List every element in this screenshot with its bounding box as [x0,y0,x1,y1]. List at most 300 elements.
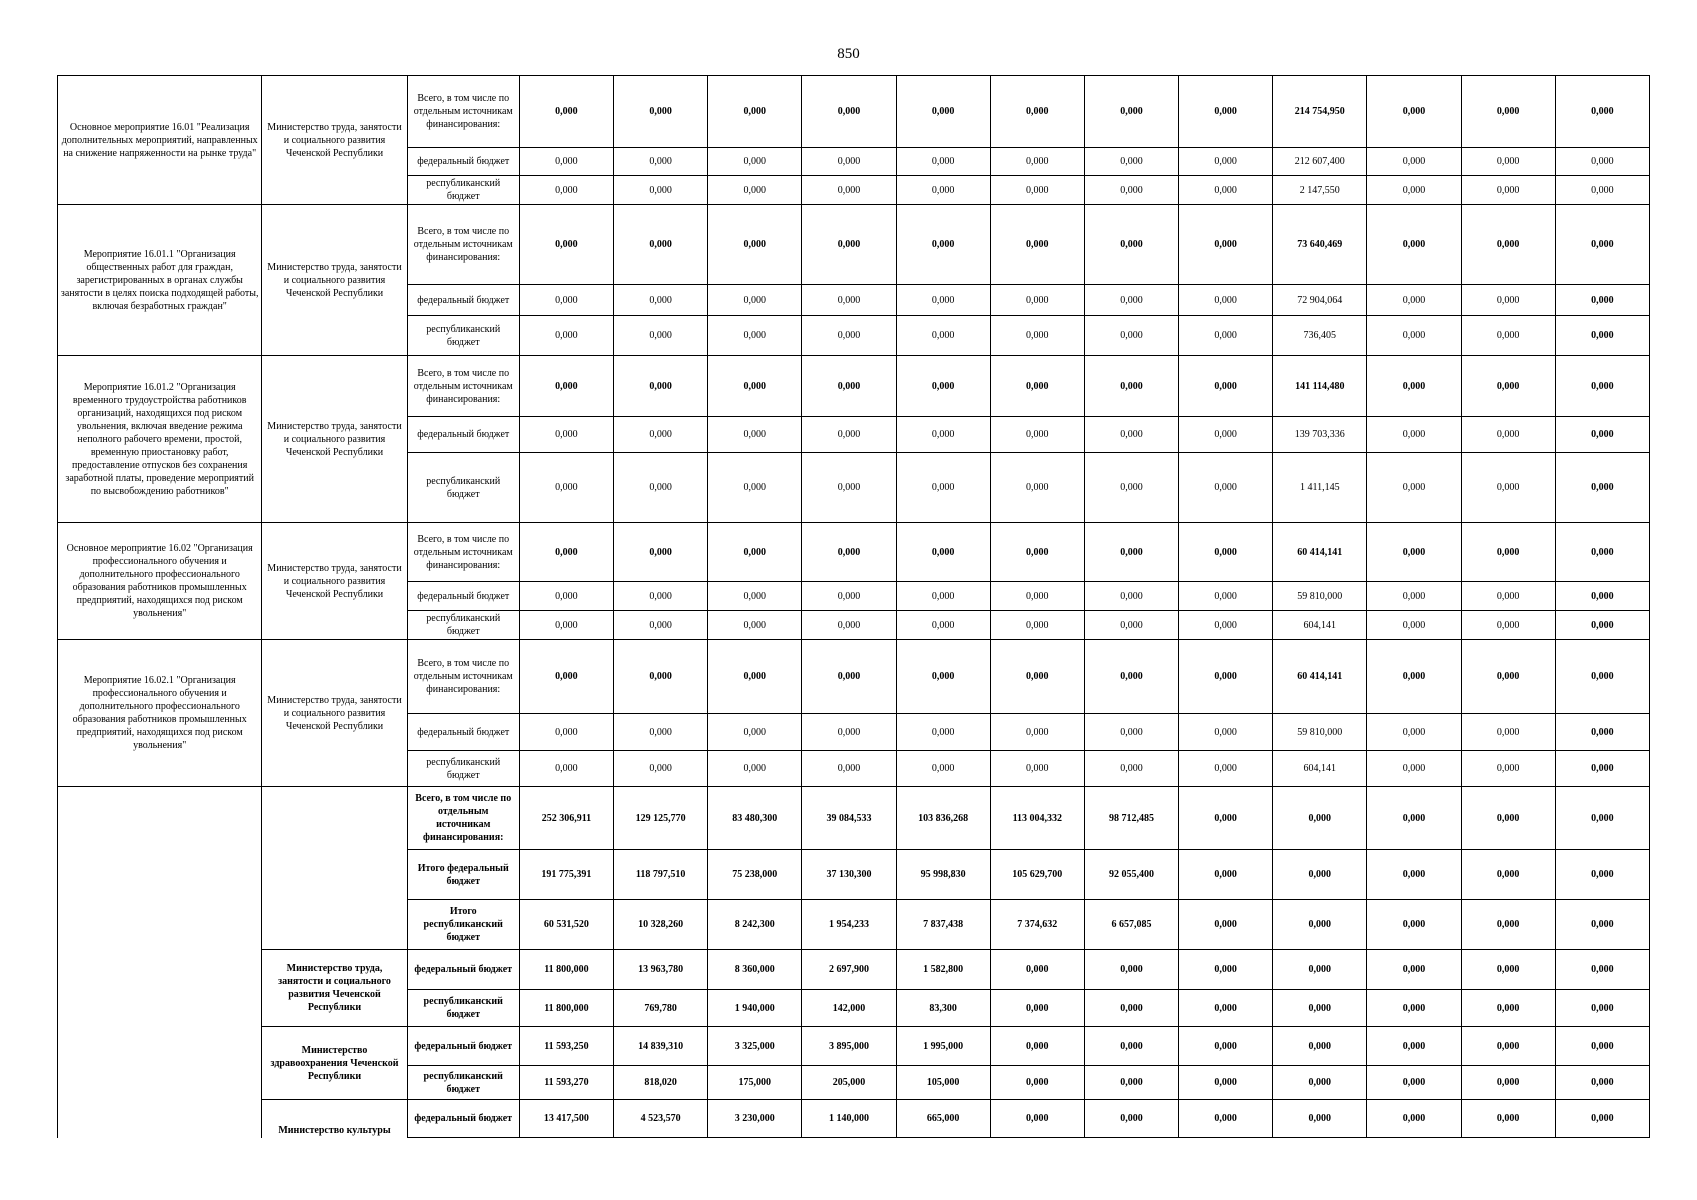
value-cell: 0,000 [1555,1027,1649,1066]
value-cell: 2 147,550 [1273,176,1367,205]
value-cell: 0,000 [802,285,896,316]
value-cell: 0,000 [1179,285,1273,316]
value-cell: 0,000 [1367,611,1461,640]
value-cell: 0,000 [708,611,802,640]
value-cell: 0,000 [1367,582,1461,611]
value-cell: 0,000 [1367,285,1461,316]
value-cell: 0,000 [1555,148,1649,176]
value-cell: 0,000 [1461,900,1555,950]
value-cell: 0,000 [1461,582,1555,611]
value-cell: 0,000 [1461,417,1555,453]
value-cell: 0,000 [519,523,613,582]
value-cell: 0,000 [519,205,613,285]
value-cell: 0,000 [1367,850,1461,900]
ministry-name: Министерство труда, занятости и социального развития Чеченской Республики [262,950,407,1027]
value-cell: 0,000 [614,751,708,787]
value-cell: 0,000 [614,714,708,751]
table-row [58,1100,1650,1138]
value-cell: 0,000 [614,316,708,356]
value-cell: 105,000 [896,1066,990,1100]
value-cell: 0,000 [1461,453,1555,523]
value-cell: 0,000 [708,417,802,453]
funding-table [57,75,1650,1138]
value-cell: 0,000 [708,356,802,417]
table-row [58,1027,1650,1066]
value-cell: 0,000 [802,751,896,787]
value-cell: 0,000 [1461,1066,1555,1100]
value-cell: 0,000 [519,611,613,640]
value-cell: 0,000 [990,453,1084,523]
value-cell: 1 411,145 [1273,453,1367,523]
value-cell: 0,000 [802,611,896,640]
value-cell: 0,000 [1179,523,1273,582]
value-cell: 1 582,800 [896,950,990,990]
value-cell: 0,000 [1179,751,1273,787]
value-cell: 129 125,770 [614,787,708,850]
value-cell: 0,000 [1179,900,1273,950]
value-cell: 0,000 [1555,523,1649,582]
value-cell: 0,000 [990,1066,1084,1100]
value-cell: 0,000 [802,176,896,205]
value-cell: 0,000 [614,205,708,285]
value-cell: 0,000 [1367,1100,1461,1138]
value-cell: 2 697,900 [802,950,896,990]
value-cell: 0,000 [1461,356,1555,417]
value-cell: 0,000 [896,611,990,640]
value-cell: 0,000 [990,76,1084,148]
value-cell: 0,000 [1555,950,1649,990]
value-cell: 0,000 [1084,714,1178,751]
value-cell: 0,000 [1461,1027,1555,1066]
value-cell: 0,000 [1084,316,1178,356]
page-number: 850 [837,46,860,62]
executor: Министерство труда, занятости и социального развития Чеченской Республики [262,76,407,205]
value-cell: 0,000 [802,76,896,148]
value-cell: 0,000 [802,640,896,714]
value-cell: 0,000 [614,176,708,205]
value-cell: 0,000 [1179,582,1273,611]
value-cell: 139 703,336 [1273,417,1367,453]
value-cell: 0,000 [1179,1066,1273,1100]
value-cell: 0,000 [1367,453,1461,523]
value-cell: 0,000 [990,285,1084,316]
value-cell: 83 480,300 [708,787,802,850]
funding-source: Всего, в том числе по отдельным источникам финансирования: [407,356,519,417]
value-cell: 0,000 [708,148,802,176]
value-cell: 175,000 [708,1066,802,1100]
ministry-name: Министерство культуры [262,1100,407,1138]
value-cell: 0,000 [990,205,1084,285]
value-cell: 4 523,570 [614,1100,708,1138]
funding-source: Итого федеральный бюджет [407,850,519,900]
funding-source: республиканский бюджет [407,1066,519,1100]
value-cell: 141 114,480 [1273,356,1367,417]
value-cell: 0,000 [519,316,613,356]
value-cell: 0,000 [1555,316,1649,356]
table-row [58,950,1650,990]
value-cell: 0,000 [708,582,802,611]
value-cell: 142,000 [802,990,896,1027]
value-cell: 0,000 [519,582,613,611]
value-cell: 0,000 [896,285,990,316]
value-cell: 0,000 [1555,205,1649,285]
value-cell: 0,000 [802,523,896,582]
value-cell: 0,000 [1084,523,1178,582]
value-cell: 191 775,391 [519,850,613,900]
value-cell: 73 640,469 [1273,205,1367,285]
value-cell: 0,000 [1555,900,1649,950]
funding-source: федеральный бюджет [407,950,519,990]
value-cell: 0,000 [1179,356,1273,417]
value-cell: 0,000 [1461,714,1555,751]
value-cell: 113 004,332 [990,787,1084,850]
value-cell: 8 242,300 [708,900,802,950]
table-row [58,787,1650,850]
value-cell: 0,000 [1367,990,1461,1027]
value-cell: 0,000 [896,148,990,176]
value-cell: 0,000 [896,316,990,356]
value-cell: 0,000 [896,356,990,417]
value-cell: 0,000 [519,356,613,417]
value-cell: 0,000 [519,417,613,453]
value-cell: 37 130,300 [802,850,896,900]
activity-description: Мероприятие 16.01.1 "Организация общественных работ для граждан, зарегистрированных в органах службы занятости в целях поиска подходящей работы, включая безработных граждан" [58,205,262,356]
funding-source: Всего, в том числе по отдельным источникам финансирования: [407,523,519,582]
value-cell: 0,000 [1084,285,1178,316]
value-cell: 0,000 [1367,640,1461,714]
value-cell: 95 998,830 [896,850,990,900]
value-cell: 0,000 [1084,176,1178,205]
value-cell: 205,000 [802,1066,896,1100]
value-cell: 0,000 [1084,582,1178,611]
executor: Министерство труда, занятости и социального развития Чеченской Республики [262,640,407,787]
funding-source: федеральный бюджет [407,1027,519,1066]
value-cell: 0,000 [1084,356,1178,417]
funding-source: республиканский бюджет [407,453,519,523]
value-cell: 0,000 [1367,205,1461,285]
value-cell: 0,000 [519,148,613,176]
value-cell: 3 325,000 [708,1027,802,1066]
value-cell: 10 328,260 [614,900,708,950]
value-cell: 0,000 [1555,176,1649,205]
value-cell: 60 414,141 [1273,523,1367,582]
value-cell: 0,000 [1367,148,1461,176]
value-cell: 214 754,950 [1273,76,1367,148]
value-cell: 98 712,485 [1084,787,1178,850]
value-cell: 14 839,310 [614,1027,708,1066]
table-row [58,205,1650,285]
value-cell: 59 810,000 [1273,714,1367,751]
value-cell: 0,000 [1367,417,1461,453]
table-row [58,640,1650,714]
value-cell: 59 810,000 [1273,582,1367,611]
value-cell: 0,000 [1367,316,1461,356]
value-cell: 0,000 [896,417,990,453]
value-cell: 0,000 [1273,787,1367,850]
value-cell: 0,000 [990,417,1084,453]
value-cell: 1 140,000 [802,1100,896,1138]
value-cell: 0,000 [614,356,708,417]
value-cell: 0,000 [990,176,1084,205]
funding-source: федеральный бюджет [407,582,519,611]
value-cell: 0,000 [1555,582,1649,611]
value-cell: 0,000 [896,582,990,611]
value-cell: 0,000 [1367,714,1461,751]
value-cell: 0,000 [990,990,1084,1027]
value-cell: 105 629,700 [990,850,1084,900]
value-cell: 0,000 [614,582,708,611]
value-cell: 0,000 [1555,417,1649,453]
value-cell: 0,000 [990,714,1084,751]
value-cell: 0,000 [1367,523,1461,582]
value-cell: 0,000 [1555,76,1649,148]
value-cell: 0,000 [990,1100,1084,1138]
value-cell: 0,000 [1084,417,1178,453]
value-cell: 0,000 [1179,176,1273,205]
executor: Министерство труда, занятости и социального развития Чеченской Республики [262,523,407,640]
value-cell: 0,000 [519,285,613,316]
value-cell: 0,000 [708,751,802,787]
value-cell: 39 084,533 [802,787,896,850]
funding-source: федеральный бюджет [407,1100,519,1138]
value-cell: 0,000 [1461,285,1555,316]
value-cell: 0,000 [1461,751,1555,787]
value-cell: 0,000 [1367,76,1461,148]
table-row [58,76,1650,148]
value-cell: 0,000 [1555,611,1649,640]
value-cell: 0,000 [1179,787,1273,850]
funding-source: Всего, в том числе по отдельным источникам финансирования: [407,787,519,850]
value-cell: 0,000 [519,76,613,148]
value-cell: 0,000 [1273,850,1367,900]
value-cell: 7 837,438 [896,900,990,950]
funding-source: республиканский бюджет [407,611,519,640]
value-cell: 0,000 [519,751,613,787]
value-cell: 103 836,268 [896,787,990,850]
value-cell: 0,000 [896,523,990,582]
value-cell: 0,000 [1179,148,1273,176]
value-cell: 252 306,911 [519,787,613,850]
value-cell: 0,000 [1084,990,1178,1027]
value-cell: 0,000 [990,316,1084,356]
value-cell: 0,000 [1461,176,1555,205]
summary-blank [58,787,262,1138]
value-cell: 0,000 [1273,1027,1367,1066]
value-cell: 3 230,000 [708,1100,802,1138]
value-cell: 0,000 [1461,148,1555,176]
value-cell: 0,000 [1461,850,1555,900]
value-cell: 0,000 [1273,900,1367,950]
value-cell: 0,000 [1179,316,1273,356]
value-cell: 0,000 [519,640,613,714]
value-cell: 0,000 [896,76,990,148]
value-cell: 0,000 [1084,751,1178,787]
value-cell: 0,000 [614,285,708,316]
value-cell: 0,000 [990,950,1084,990]
funding-source: республиканский бюджет [407,990,519,1027]
value-cell: 0,000 [1179,1027,1273,1066]
value-cell: 0,000 [1179,453,1273,523]
value-cell: 0,000 [708,176,802,205]
value-cell: 769,780 [614,990,708,1027]
value-cell: 0,000 [802,316,896,356]
value-cell: 0,000 [1555,1100,1649,1138]
value-cell: 0,000 [1084,1100,1178,1138]
value-cell: 0,000 [1084,76,1178,148]
funding-source: Всего, в том числе по отдельным источникам финансирования: [407,205,519,285]
value-cell: 0,000 [1179,640,1273,714]
value-cell: 0,000 [1084,148,1178,176]
value-cell: 0,000 [1179,950,1273,990]
value-cell: 0,000 [1367,356,1461,417]
value-cell: 0,000 [1273,990,1367,1027]
value-cell: 1 954,233 [802,900,896,950]
value-cell: 0,000 [1461,205,1555,285]
value-cell: 0,000 [1179,1100,1273,1138]
funding-source: республиканский бюджет [407,751,519,787]
value-cell: 0,000 [1555,453,1649,523]
executor: Министерство труда, занятости и социального развития Чеченской Республики [262,356,407,523]
value-cell: 0,000 [1179,205,1273,285]
value-cell: 0,000 [614,523,708,582]
value-cell: 13 417,500 [519,1100,613,1138]
value-cell: 0,000 [1084,1066,1178,1100]
value-cell: 0,000 [990,582,1084,611]
value-cell: 0,000 [1461,1100,1555,1138]
activity-description: Мероприятие 16.02.1 "Организация профессионального обучения и дополнительного профессионального образования работников промышленных предприятий, находящихся под риском увольнения" [58,640,262,787]
value-cell: 0,000 [1461,611,1555,640]
value-cell: 92 055,400 [1084,850,1178,900]
value-cell: 0,000 [519,453,613,523]
value-cell: 0,000 [708,285,802,316]
activity-description: Основное мероприятие 16.02 "Организация профессионального обучения и дополнительного профессионального образования работников промышленных предприятий, находящихся под риском увольнения" [58,523,262,640]
value-cell: 0,000 [1273,950,1367,990]
value-cell: 0,000 [1367,900,1461,950]
value-cell: 0,000 [990,640,1084,714]
value-cell: 736,405 [1273,316,1367,356]
value-cell: 0,000 [708,714,802,751]
value-cell: 0,000 [896,205,990,285]
value-cell: 212 607,400 [1273,148,1367,176]
value-cell: 0,000 [896,640,990,714]
value-cell: 60 531,520 [519,900,613,950]
value-cell: 0,000 [1179,76,1273,148]
funding-source: республиканский бюджет [407,316,519,356]
value-cell: 0,000 [1461,787,1555,850]
value-cell: 0,000 [990,1027,1084,1066]
value-cell: 0,000 [1461,316,1555,356]
value-cell: 0,000 [1084,205,1178,285]
value-cell: 0,000 [1273,1100,1367,1138]
value-cell: 0,000 [990,611,1084,640]
value-cell: 0,000 [1555,751,1649,787]
activity-description: Мероприятие 16.01.2 "Организация временного трудоустройства работников организаций, находящихся под риском увольнения, включая введение режима неполного рабочего времени, простой, временную приостановку работ, предоставление отпусков без сохранения заработной платы, проведение мероприятий по высвобождению работников" [58,356,262,523]
value-cell: 118 797,510 [614,850,708,900]
value-cell: 0,000 [802,714,896,751]
value-cell: 665,000 [896,1100,990,1138]
value-cell: 0,000 [990,751,1084,787]
value-cell: 0,000 [1179,611,1273,640]
value-cell: 0,000 [614,148,708,176]
funding-source: федеральный бюджет [407,417,519,453]
value-cell: 0,000 [990,148,1084,176]
value-cell: 818,020 [614,1066,708,1100]
value-cell: 0,000 [896,714,990,751]
value-cell: 0,000 [1273,1066,1367,1100]
value-cell: 0,000 [802,453,896,523]
value-cell: 0,000 [1555,714,1649,751]
value-cell: 604,141 [1273,751,1367,787]
value-cell: 0,000 [1367,1066,1461,1100]
value-cell: 0,000 [1367,176,1461,205]
funding-source: федеральный бюджет [407,714,519,751]
value-cell: 0,000 [1555,285,1649,316]
value-cell: 0,000 [614,453,708,523]
value-cell: 0,000 [1084,950,1178,990]
executor: Министерство труда, занятости и социального развития Чеченской Республики [262,205,407,356]
value-cell: 0,000 [614,417,708,453]
value-cell: 0,000 [1461,523,1555,582]
funding-source: Всего, в том числе по отдельным источникам финансирования: [407,76,519,148]
value-cell: 0,000 [708,205,802,285]
value-cell: 0,000 [519,176,613,205]
value-cell: 1 940,000 [708,990,802,1027]
value-cell: 0,000 [896,176,990,205]
funding-source: Итого республиканский бюджет [407,900,519,950]
value-cell: 0,000 [1367,950,1461,990]
value-cell: 11 593,270 [519,1066,613,1100]
value-cell: 0,000 [802,417,896,453]
table-row [58,356,1650,417]
value-cell: 0,000 [708,453,802,523]
funding-source: федеральный бюджет [407,148,519,176]
summary-executor-blank [262,787,407,950]
table-row [58,523,1650,582]
value-cell: 0,000 [802,356,896,417]
value-cell: 11 800,000 [519,950,613,990]
value-cell: 0,000 [896,453,990,523]
value-cell: 13 963,780 [614,950,708,990]
value-cell: 0,000 [802,148,896,176]
value-cell: 0,000 [708,523,802,582]
value-cell: 0,000 [708,76,802,148]
value-cell: 0,000 [802,205,896,285]
value-cell: 8 360,000 [708,950,802,990]
value-cell: 0,000 [1084,1027,1178,1066]
value-cell: 0,000 [708,316,802,356]
value-cell: 7 374,632 [990,900,1084,950]
value-cell: 0,000 [1179,714,1273,751]
value-cell: 0,000 [1461,76,1555,148]
value-cell: 0,000 [896,751,990,787]
value-cell: 0,000 [802,582,896,611]
value-cell: 0,000 [1179,990,1273,1027]
value-cell: 60 414,141 [1273,640,1367,714]
value-cell: 0,000 [1179,417,1273,453]
value-cell: 0,000 [990,356,1084,417]
ministry-name: Министерство здравоохранения Чеченской Республики [262,1027,407,1100]
value-cell: 0,000 [614,611,708,640]
value-cell: 83,300 [896,990,990,1027]
funding-source: федеральный бюджет [407,285,519,316]
value-cell: 0,000 [1084,611,1178,640]
value-cell: 0,000 [708,640,802,714]
value-cell: 11 593,250 [519,1027,613,1066]
value-cell: 604,141 [1273,611,1367,640]
funding-source: Всего, в том числе по отдельным источникам финансирования: [407,640,519,714]
value-cell: 0,000 [1367,751,1461,787]
value-cell: 0,000 [990,523,1084,582]
